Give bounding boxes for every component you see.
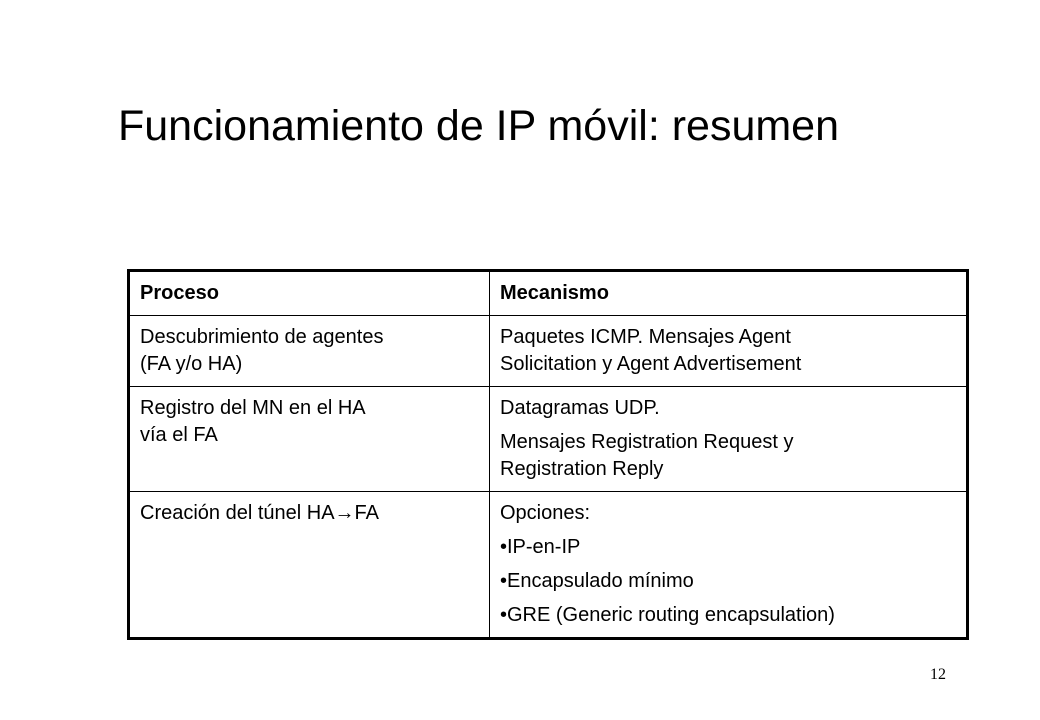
proceso-cell <box>129 492 490 639</box>
mecanismo-cell <box>490 387 968 492</box>
proceso-line: Descubrimiento de agentes <box>140 326 384 348</box>
mecanismo-line: Mensajes Registration Request y <box>500 431 794 453</box>
proceso-cell <box>129 387 490 492</box>
mecanismo-paragraph <box>500 500 956 527</box>
mecanismo-line: Opciones: <box>500 502 591 524</box>
table-row <box>129 492 968 639</box>
mecanismo-paragraph <box>500 602 956 629</box>
mecanismo-paragraph <box>500 429 956 483</box>
proceso-cell <box>129 316 490 387</box>
mecanismo-paragraph <box>500 534 956 561</box>
mecanismo-paragraph <box>500 568 956 595</box>
mecanismo-line: Registration Reply <box>500 458 664 480</box>
mecanismo-cell <box>490 316 968 387</box>
mecanismo-line: Datagramas UDP. <box>500 397 660 419</box>
table-row <box>129 316 968 387</box>
slide-title: Funcionamiento de IP móvil: resumen <box>118 102 840 150</box>
mecanismo-cell <box>490 492 968 639</box>
header-proceso: Proceso <box>129 271 490 316</box>
table-header-row <box>129 271 968 316</box>
page-number: 12 <box>930 666 946 683</box>
summary-table <box>127 269 969 640</box>
table-row <box>129 387 968 492</box>
mecanismo-line: Paquetes ICMP. Mensajes Agent <box>500 326 791 348</box>
proceso-line: Creación del túnel HA→FA <box>140 502 380 524</box>
proceso-line: Registro del MN en el HA <box>140 397 366 419</box>
mecanismo-line: •Encapsulado mínimo <box>500 570 694 592</box>
mecanismo-line: •GRE (Generic routing encapsulation) <box>500 604 835 626</box>
mecanismo-paragraph <box>500 395 956 422</box>
mecanismo-paragraph <box>500 324 956 378</box>
mecanismo-line: •IP-en-IP <box>500 536 581 558</box>
header-mecanismo: Mecanismo <box>490 271 968 316</box>
mecanismo-line: Solicitation y Agent Advertisement <box>500 353 802 375</box>
proceso-line: (FA y/o HA) <box>140 353 243 375</box>
proceso-line: vía el FA <box>140 424 218 446</box>
